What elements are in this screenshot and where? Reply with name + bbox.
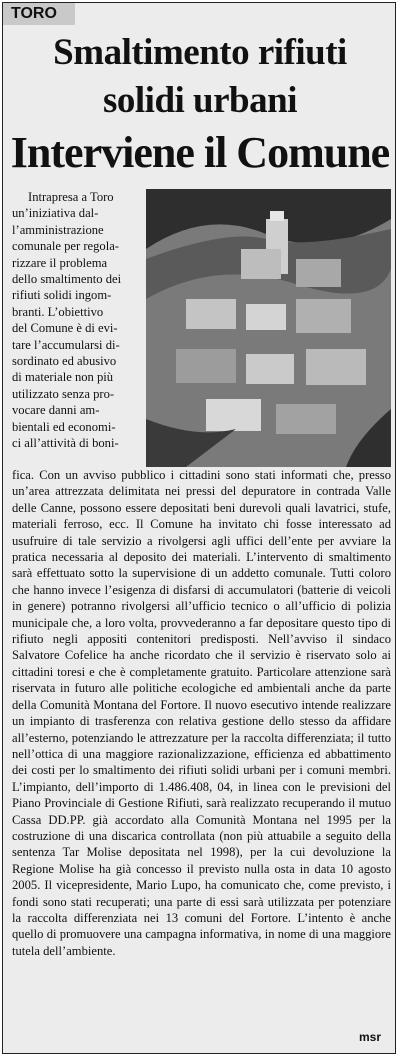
intro-line: sordinato ed abusivo bbox=[12, 354, 117, 369]
intro-line: comunale per regola- bbox=[12, 239, 119, 254]
intro-line: utilizzato senza pro- bbox=[12, 386, 115, 401]
intro-line: rifiuti solidi ingom- bbox=[12, 288, 112, 303]
town-photo-illustration bbox=[146, 189, 391, 467]
intro-line: tare l’accumularsi di- bbox=[12, 337, 120, 352]
intro-line: un’iniziativa dal- bbox=[12, 206, 99, 221]
byline: msr bbox=[358, 1030, 381, 1044]
article-frame bbox=[2, 2, 396, 1054]
headline-line-3: Interviene il Comune bbox=[10, 128, 390, 177]
intro-line: ci all’attività di boni- bbox=[12, 436, 119, 451]
intro-line: dello smaltimento dei bbox=[12, 272, 122, 287]
intro-line: di materiale non più bbox=[12, 370, 114, 385]
intro-line: vocare danni am- bbox=[12, 403, 100, 418]
headline-line-1: Smaltimento rifiuti bbox=[53, 32, 347, 73]
body-paragraph: fica. Con un avviso pubblico i cittadini sono stati informati che, presso un’area attrezzata delimitata nei pressi del depuratore in contrada Valle delle Canne, possono essere depositati beni durevoli quali lavatrici, stufe, materiali ferroso, ecc. Il Comune ha invitato chi fosse interessato ad usufruire di tale servizio a rivolgersi agli uffici dell’ente per avviare la pratica necessaria al deposito dei materiali. L’intervento di smaltimento sarà effettuato sotto la supervisione di un addetto comunale. Tutti coloro che hanno invece l’esigenza di disfarsi di accumulatori (batterie di veicoli in genere) potranno rivolgersi all’ufficio tecnico o all’ufficio di polizia municipale che, a loro volta, provvederanno a far depositare questo tipo di rifiuto negli appositi contenitori predisposti. Nell’avviso il sindaco Salvatore Cofelice ha anche ricordato che il servizio è riservato solo ai cittadini toresi e che è completamente gratuito. Particolare attenzione sarà riservata in futuro alle politiche ecologiche ed ambientali anche da parte della Comunità Montana del Fortore. Il nuovo esecutivo intende realizzare un impianto di trasferenza con relativa gestione dello stesso da affidare all’esterno, potenziando le attrezzature per la raccolta differenziata; il tutto nell’ottica di una maggiore razionalizzazione, efficienza ed abbattimento dei costi per lo smaltimento dei rifiuti solidi urbani per i comuni membri. L’impianto, dell’importo di 1.486.408, 04, in linea con le previsioni del Piano Provinciale di Gestione Rifiuti, sarà realizzato recuperando il mutuo Cassa DD.PP. già accordato alla Comunità Montana nel 1995 per la costruzione di una discarica controllata (non più attuabile a seguito della sentenza Tar Molise depositata nel 1998), per la cui devoluzione la Regione Molise ha già concesso il previsto nulla osta in data 10 agosto 2005. Il vicepresidente, Mario Lupo, ha comunicato che, come previsto, i fondi sono stati recuperati; una parte di essi sarà utilizzata per potenziare la raccolta differenziata nei 13 comuni del Fortore. L’intento è anche quello di promuovere una campagna informativa, in nome di una maggiore tutela dell’ambiente. bbox=[12, 468, 391, 958]
intro-line: rizzare il problema bbox=[12, 255, 108, 270]
intro-line: l’amministrazione bbox=[12, 222, 104, 237]
headline-line-2: solidi urbani bbox=[102, 80, 297, 121]
intro-line: del Comune è di evi- bbox=[12, 321, 118, 336]
section-tag: TORO bbox=[3, 3, 75, 25]
intro-line: branti. L’obiettivo bbox=[12, 304, 104, 319]
intro-line: Intrapresa a Toro bbox=[28, 190, 114, 204]
intro-paragraph bbox=[12, 189, 140, 452]
body-column bbox=[12, 467, 391, 959]
intro-column bbox=[12, 189, 140, 452]
intro-line: bientali ed economi- bbox=[12, 419, 116, 434]
town-photo bbox=[146, 189, 391, 467]
